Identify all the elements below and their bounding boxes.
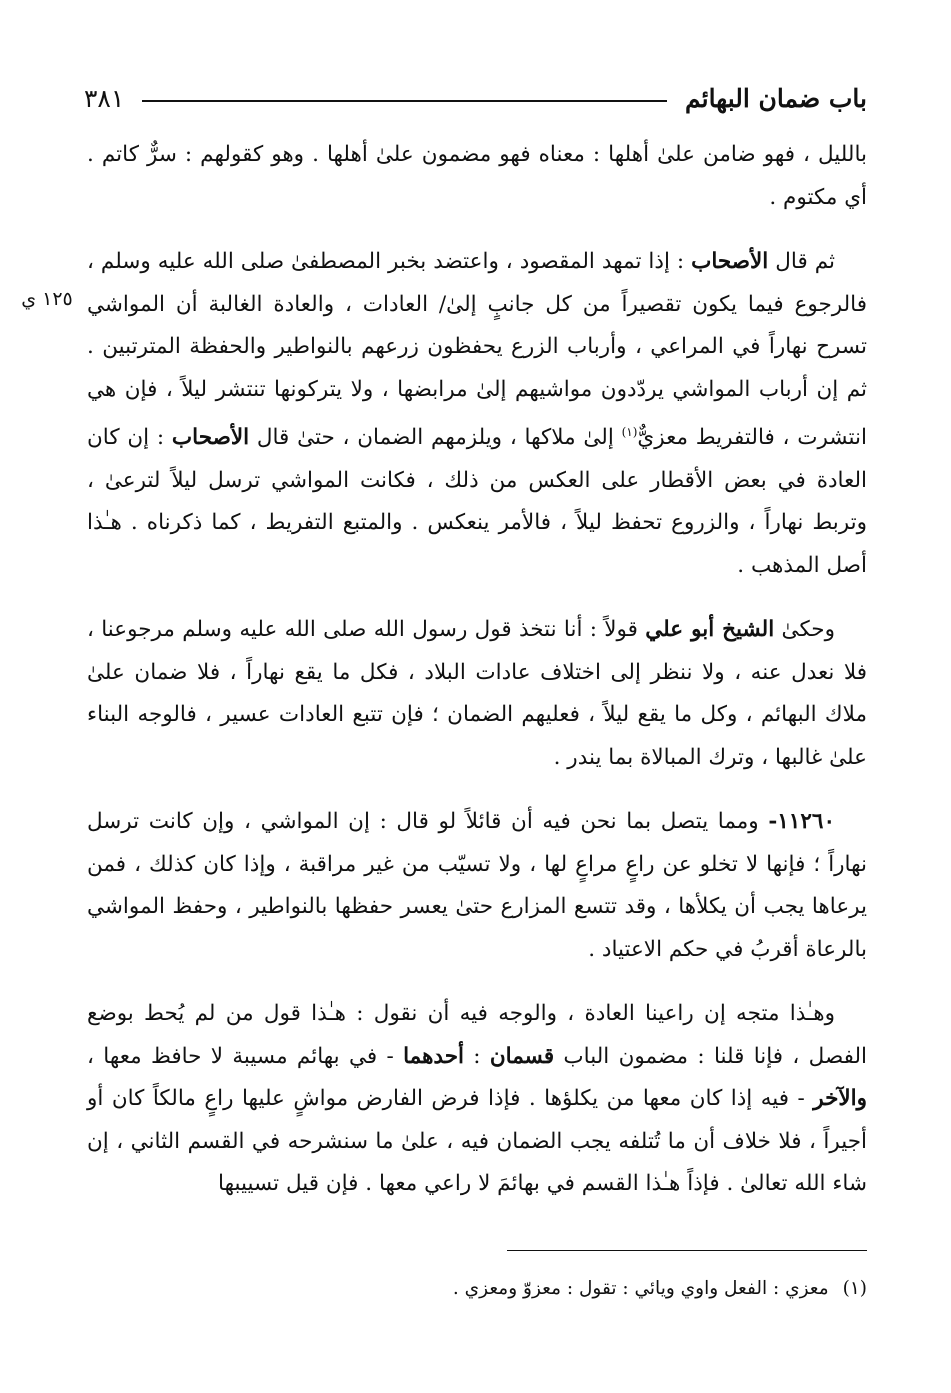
paragraph-3-text-b: قولاً : أنا نتخذ قول رسول الله صلى الله عليه وسلم مرجوعنا ، فلا نعدل عنه ، ولا ننظر إلى اختلاف عادات البلاد ، فكل ما يقع نهاراً ، فلا ضمان علىٰ ملاك البهائم ، وكل ما يقع ليلاً ، فعليهم الضمان ؛ فإن تتبع العادات عسير ، فالوجه البناء علىٰ غالبها ، وترك المبالاة بما يندر . <box>87 617 867 770</box>
header-rule <box>142 100 667 102</box>
paragraph-2-bold-ashab: الأصحاب <box>691 249 769 274</box>
paragraph-4 <box>87 801 867 971</box>
paragraph-5 <box>87 993 867 1206</box>
paragraph-3-bold-sheikh: الشيخ أبو علي <box>645 617 775 643</box>
footnote-separator <box>507 1250 867 1251</box>
paragraph-2-text-b: : إذا تمهد المقصود ، واعتضد بخبر المصطفىٰ صلى الله عليه وسلم ، فالرجوع فيما يكون تقصيراً من كل جانبٍ إلىٰ/ العادات ، والعادة الغالبة أن المواشي تسرح نهاراً في المراعي ، وأرباب الزرع يحفظون زرعهم بالنواطير والحفظة المترتبين . ثم إن أرباب المواشي يردّدون مواشيهم إلىٰ مرابضها ، ولا يتركونها تنتشر ليلاً ، فإن هي انتشرت ، فالتفريط معزيٌّ <box>87 249 867 451</box>
footnote-text: معزي : الفعل واوي ويائي : تقول : معزوّ ومعزي . <box>452 1278 829 1299</box>
paragraph-5-text-d: - فيه إذا كان معها من يكلؤها . فإذا فرض الفارض مواشٍ عليها راعٍ مالكاً كان أو أجيراً ، فلا خلاف أن ما تُتلفه يجب الضمان فيه ، علىٰ ما سنشرحه في القسم الثاني ، إن شاء الله تعالىٰ . فإذاً هـٰذا القسم في بهائمَ لا راعي معها . فإن قيل تسييبها <box>87 1086 867 1197</box>
paragraph-2-text-d: : إن كان العادة في بعض الأقطار على العكس من ذلك ، فكانت المواشي ترسل ليلاً لترعىٰ ، وتربط نهاراً ، والزروع تحفظ ليلاً ، فالأمر ينعكس . والمتبع التفريط ، كما ذكرناه . هـٰذا أصل المذهب . <box>87 425 867 578</box>
paragraph-2-bold-ashab-2: الأصحاب <box>171 425 250 451</box>
footnote-reference[interactable]: (١) <box>621 425 638 439</box>
paragraph-4-number: ١١٢٦٠- <box>768 809 835 835</box>
paragraph-2 <box>87 241 867 587</box>
paragraph-5-bold-ahaduhuma: أحدهما <box>403 1043 464 1069</box>
paragraph-3-text-a: وحكىٰ <box>774 617 835 643</box>
running-header <box>84 78 867 118</box>
page-number: ٣٨١ <box>84 83 125 113</box>
chapter-title: باب ضمان البهائم <box>684 83 867 113</box>
footnote-marker: (١) <box>842 1278 867 1299</box>
paragraph-5-text-c: - في بهائم مسيبة لا حافظ معها ، <box>87 1043 404 1069</box>
paragraph-5-bold-qisman: قسمان <box>489 1043 555 1069</box>
paragraph-1: باللیل ، فهو ضامن علىٰ أهلها : معناه فهو مضمون علىٰ أهلها . وهو كقولهم : سرٌّ كاتم . أي مكتوم . <box>87 142 867 210</box>
footnote <box>87 1272 867 1306</box>
paragraph-5-text-a: وهـٰذا متجه إن راعينا العادة ، والوجه فيه أن نقول : هـٰذا قول من لم يُحط بوضع الفصل ، فإنا قلنا : مضمون الباب <box>87 1001 867 1069</box>
paragraph-3 <box>87 609 867 779</box>
main-text <box>87 134 867 1206</box>
paragraph-2-text-a: ثم قال <box>768 249 835 274</box>
paragraph-4-text: ومما يتصل بما نحن فيه أن قائلاً لو قال : إن المواشي ، وإن كانت ترسل نهاراً ؛ فإنها لا تخلو عن راعٍ مراعٍ لها ، ولا تسيّب من غير مراقبة ، وإذا كان كذلك ، فمن يرعاها يجب أن يكلأها ، وقد تتسع المزارع حتىٰ يعسر حفظها بالنواطير ، وحفظ المواشي بالرعاة أقربُ في حكم الاعتياد . <box>87 809 867 962</box>
paragraph-2-text-c: إلىٰ ملاكها ، ويلزمهم الضمان ، حتىٰ قال <box>249 425 622 451</box>
paragraph-5-bold-alakhar: والآخر <box>813 1086 867 1112</box>
margin-manuscript-reference: ١٢٥ ي <box>21 288 73 310</box>
paragraph-5-text-b: : <box>463 1043 490 1069</box>
